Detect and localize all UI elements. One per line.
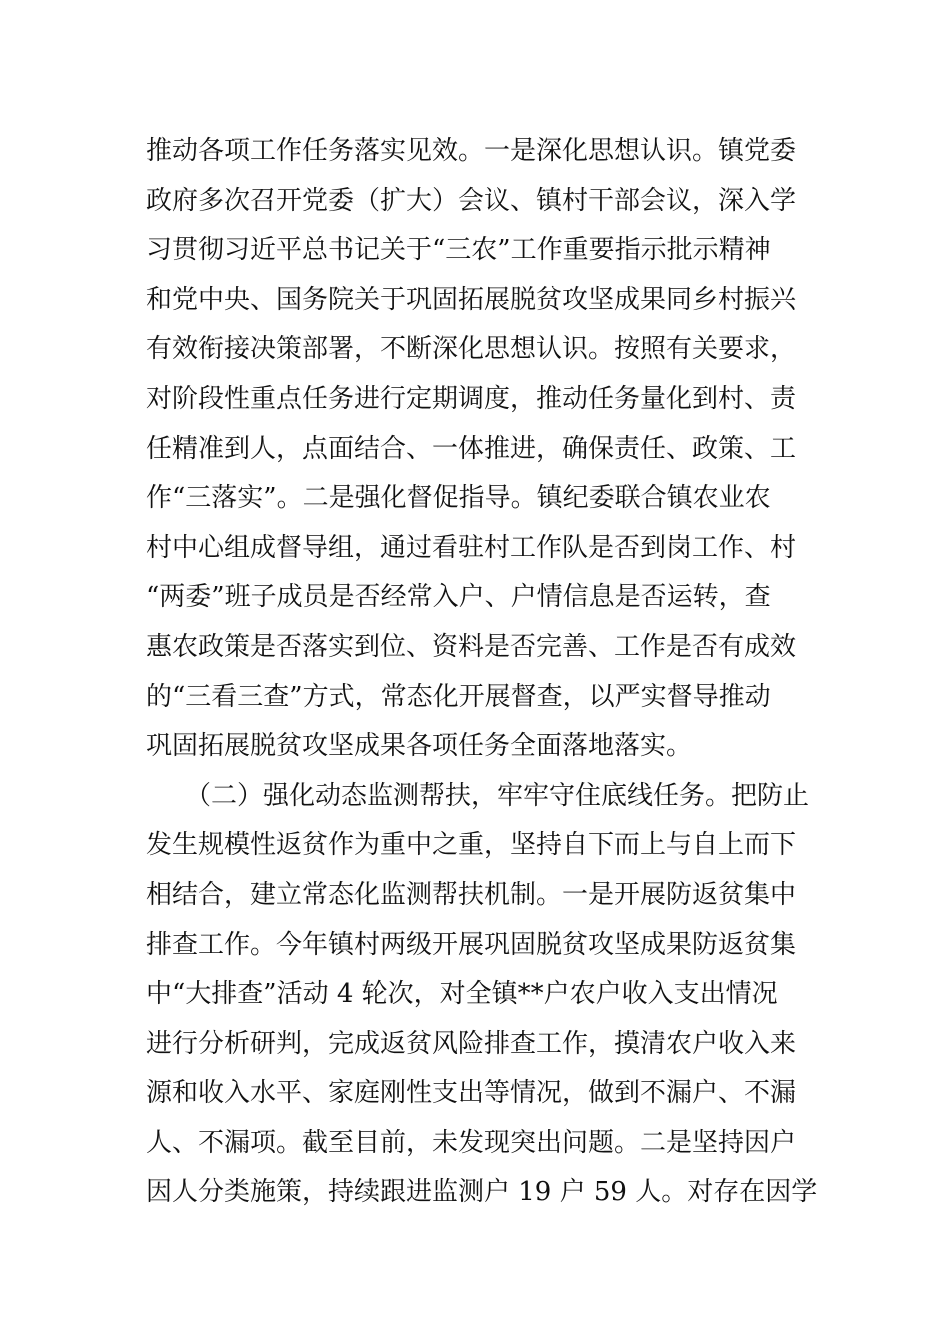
- text-line: 推动各项工作任务落实见效。一是深化思想认识。镇党委: [146, 136, 797, 166]
- body-text: [146, 127, 816, 1218]
- text-line: 发生规模性返贫作为重中之重，坚持自下而上与自上而下: [146, 830, 797, 861]
- text-line: 村中心组成督导组，通过看驻村工作队是否到岗工作、村: [146, 532, 797, 563]
- text-line: 任精准到人，点面结合、一体推进，确保责任、政策、工: [146, 433, 797, 464]
- text-line: “两委”班子成员是否经常入户、户情信息是否运转，查: [146, 582, 771, 613]
- text-line: 习贯彻习近平总书记关于“三农”工作重要指示批示精神: [146, 235, 771, 266]
- text-line: 巩固拓展脱贫攻坚成果各项任务全面落地落实。: [146, 731, 693, 762]
- text-line: 源和收入水平、家庭刚性支出等情况，做到不漏户、不漏: [146, 1078, 797, 1109]
- text-line: 排查工作。今年镇村两级开展巩固脱贫攻坚成果防返贫集: [146, 929, 797, 960]
- text-line: 对阶段性重点任务进行定期调度，推动任务量化到村、责: [146, 383, 797, 414]
- text-line: 有效衔接决策部署，不断深化思想认识。按照有关要求，: [146, 334, 797, 365]
- text-line: 和党中央、国务院关于巩固拓展脱贫攻坚成果同乡村振兴: [146, 284, 797, 315]
- section-heading-line: （二）强化动态监测帮扶，牢牢守住底线任务。把防止: [146, 780, 810, 811]
- text-line: 相结合，建立常态化监测帮扶机制。一是开展防返贫集中: [146, 879, 797, 910]
- text-line: 作“三落实”。二是强化督促指导。镇纪委联合镇农业农: [146, 483, 771, 514]
- text-line: 中“大排查”活动 4 轮次，对全镇**户农户收入支出情况: [146, 979, 778, 1010]
- text-line: 进行分析研判，完成返贫风险排查工作，摸清农户收入来: [146, 1028, 797, 1059]
- text-line: 惠农政策是否落实到位、资料是否完善、工作是否有成效: [146, 631, 797, 662]
- text-line: 因人分类施策，持续跟进监测户 19 户 59 人。对存在因学: [146, 1177, 818, 1208]
- text-line: 政府多次召开党委（扩大）会议、镇村干部会议，深入学: [146, 185, 797, 216]
- text-line: 人、不漏项。截至目前，未发现突出问题。二是坚持因户: [146, 1127, 797, 1158]
- text-line: 的“三看三查”方式，常态化开展督查，以严实督导推动: [146, 681, 771, 712]
